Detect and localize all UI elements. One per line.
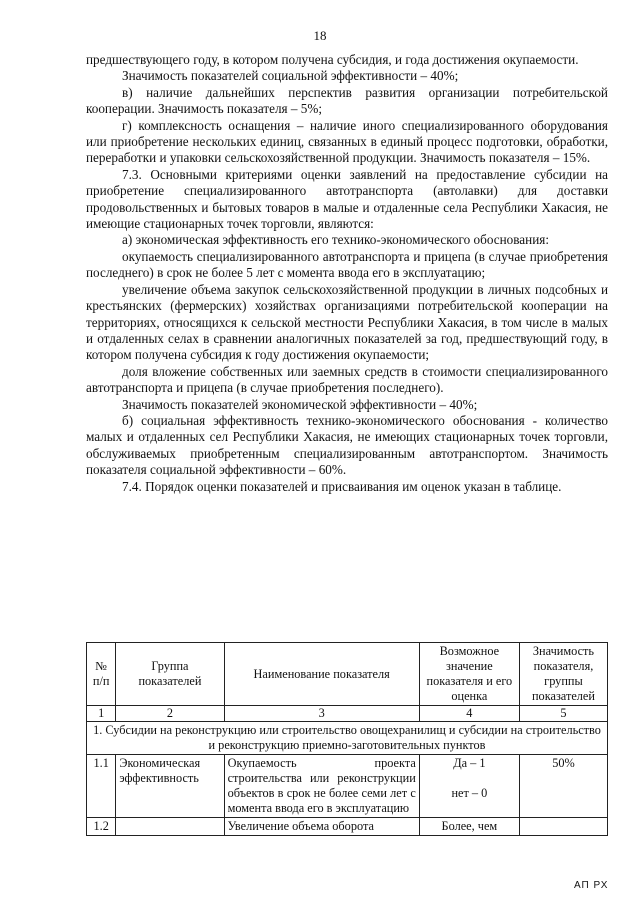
column-number: 4	[419, 706, 519, 722]
table-header-row	[87, 643, 608, 706]
body-paragraph: г) комплексность оснащения – наличие иного специализированного оборудования или приобретение нескольких единиц, связанных в единый процесс подготовки, обработки, переработки и упаковки сельскохозяйственной продукции. Значимость показателя – 15%.	[86, 117, 608, 166]
body-paragraph: 7.4. Порядок оценки показателей и присваивания им оценок указан в таблице.	[122, 478, 562, 494]
body-paragraph: доля вложение собственных или заемных средств в стоимости специализированного автотранспорта и прицепа (в случае приобретения последнего).	[86, 363, 608, 396]
section-title: 1. Субсидии на реконструкцию или строительство овощехранилищ и субсидии на строительство и реконструкцию приемно-заготовительных пунктов	[87, 722, 608, 755]
column-number: 5	[519, 706, 607, 722]
body-paragraph: в) наличие дальнейших перспектив развития организации потребительской кооперации. Значимость показателя – 5%;	[86, 84, 608, 117]
column-number: 1	[87, 706, 116, 722]
column-number: 3	[224, 706, 419, 722]
row-group: Экономическая эффективность	[116, 755, 224, 818]
table-row	[87, 818, 608, 836]
body-paragraph: окупаемость специализированного автотранспорта и прицепа (в случае приобретения последнего) в срок не более 5 лет с момента ввода его в эксплуатацию;	[86, 248, 608, 281]
row-indicator-name: Увеличение объема оборота	[224, 818, 419, 836]
criteria-table	[86, 642, 608, 836]
body-paragraph: а) экономическая эффективность его технико-экономического обоснования:	[122, 232, 549, 248]
row-weight	[519, 818, 607, 836]
header-value: Возможное значение показателя и его оценка	[419, 643, 519, 706]
row-value: Да – 1 нет – 0	[419, 755, 519, 818]
table-row	[87, 755, 608, 818]
column-numbers-row	[87, 706, 608, 722]
body-paragraph: увеличение объема закупок сельскохозяйственной продукции в личных подсобных и крестьянских (фермерских) хозяйствах организациями потребительской кооперации на территориях, относящихся к сельской местности Республики Хакасия, в том числе в малых и отдаленных селах в сравнении аналогичных показателей за год, предшествующий году, в котором получена субсидия к году достижения окупаемости;	[86, 281, 608, 363]
row-number: 1.2	[87, 818, 116, 836]
body-paragraph: б) социальная эффективность технико-экономического обоснования - количество малых и отдаленных сел Республики Хакасия, не имеющих стационарных точек торговли, обслуживаемых приобретенным специализированным автотранспортом. Значимость показателя социальной эффективности – 60%.	[86, 412, 608, 478]
column-number: 2	[116, 706, 224, 722]
document-body	[86, 52, 608, 495]
row-group	[116, 818, 224, 836]
header-group: Группа показателей	[116, 643, 224, 706]
footer-stamp: АП РХ	[574, 880, 609, 891]
row-indicator-name: Окупаемость проекта строительства или реконструкции объектов в срок не более семи лет с момента ввода его в эксплуатацию	[224, 755, 419, 818]
header-num: № п/п	[87, 643, 116, 706]
header-weight: Значимость показателя, группы показателей	[519, 643, 607, 706]
section-row	[87, 722, 608, 755]
body-paragraph: 7.3. Основными критериями оценки заявлений на предоставление субсидии на приобретение специализированного автотранспорта (автолавки) для доставки продовольственных и бытовых товаров в малые и отдаленные села Республики Хакасия, не имеющие стационарных точек торговли, являются:	[86, 166, 608, 232]
row-number: 1.1	[87, 755, 116, 818]
body-paragraph: Значимость показателей экономической эффективности – 40%;	[122, 396, 478, 412]
body-paragraph: Значимость показателей социальной эффективности – 40%;	[122, 68, 459, 84]
row-value: Более, чем	[419, 818, 519, 836]
row-weight: 50%	[519, 755, 607, 818]
page-number: 18	[313, 28, 327, 43]
body-paragraph: предшествующего году, в котором получена субсидия, и года достижения окупаемости.	[86, 52, 579, 67]
header-indicator-name: Наименование показателя	[224, 643, 419, 706]
